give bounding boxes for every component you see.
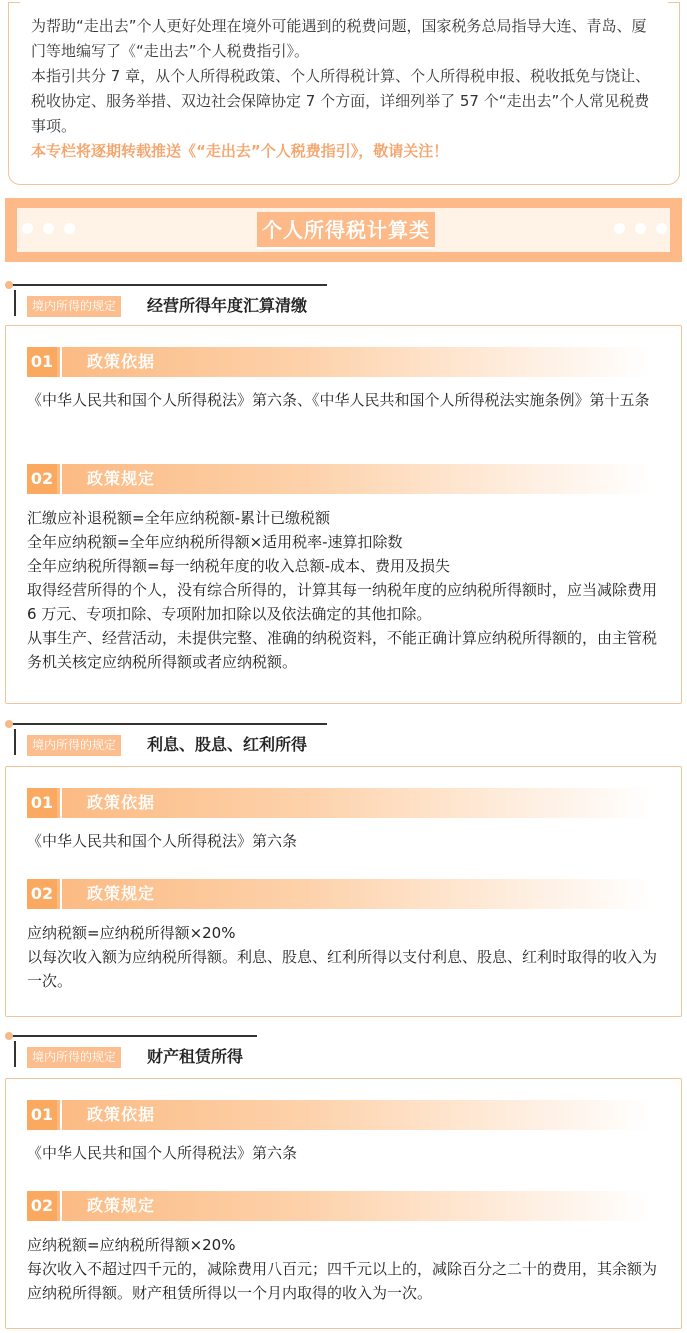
section-tag: 境内所得的规定 [27,296,121,317]
rule-line: 每次收入不超过四千元的，减除费用八百元；四千元以上的，减除百分之二十的费用，其余额为应纳税所得额。财产租赁所得以一个月内取得的收入为一次。 [27,1260,658,1302]
rule-line: 汇缴应补退税额=全年应纳税额-累计已缴税额 [27,509,330,527]
basis-label: 政策依据 [87,1105,156,1124]
rule-line: 以每次收入额为应纳税所得额。利息、股息、红利所得以支付利息、股息、红利时取得的收入为一次。 [27,948,658,990]
basis-text: 《中华人民共和国个人所得税法》第六条、《中华人民共和国个人所得税法实施条例》第十五条 [27,391,650,409]
basis-number: 01 [27,788,57,818]
intro-box [8,2,680,185]
banner-dots-left [22,223,75,234]
intro-notice: 本专栏将逐期转载推送《“走出去”个人税费指引》，敬请关注！ [31,142,449,160]
rule-label: 政策规定 [87,1196,156,1215]
rule-number: 02 [27,879,57,909]
section-title: 利息、股息、红利所得 [147,735,308,754]
rule-bar [27,879,652,909]
basis-number: 01 [27,347,57,377]
basis-text: 《中华人民共和国个人所得税法》第六条 [27,832,298,850]
section-title: 财产租赁所得 [147,1047,244,1066]
rule-line: 应纳税额=应纳税所得额×20% [27,924,236,942]
section-tag: 境内所得的规定 [27,735,121,756]
rule-line: 取得经营所得的个人，没有综合所得的，计算其每一纳税年度的应纳税所得额时，应当减除费用 6 万元、专项扣除、专项附加扣除以及依法确定的其他扣除。 [27,581,658,623]
section-box-business-income [5,325,682,704]
basis-number: 01 [27,1100,57,1130]
rule-number: 02 [27,1191,57,1221]
category-banner [5,198,682,262]
rule-label: 政策规定 [87,469,156,488]
rule-label: 政策规定 [87,884,156,903]
section-header-business-income [5,284,335,326]
basis-text: 《中华人民共和国个人所得税法》第六条 [27,1144,298,1162]
rule-text [27,921,667,993]
section-header-interest-dividend [5,723,335,765]
basis-bar [27,347,652,377]
rule-text [27,506,667,674]
section-title: 经营所得年度汇算清缴 [147,296,308,315]
rule-bar [27,1191,652,1221]
banner-dots-right [614,223,667,234]
section-box-property-lease [5,1078,682,1329]
rule-line: 全年应纳税额=全年应纳税所得额×适用税率-速算扣除数 [27,533,403,551]
rule-text [27,1233,667,1305]
rule-line: 从事生产、经营活动，未提供完整、准确的纳税资料，不能正确计算应纳税所得额的，由主管税务机关核定应纳税所得额或者应纳税额。 [27,629,658,671]
intro-paragraph-2: 本指引共分 7 章，从个人所得税政策、个人所得税计算、个人所得税申报、税收抵免与饶让、税收协定、服务举措、双边社会保障协定 7 个方面，详细列举了 57 个“走出去”个人常见税费事项。 [31,67,651,135]
rule-number: 02 [27,464,57,494]
rule-bar [27,464,652,494]
basis-bar [27,788,652,818]
basis-label: 政策依据 [87,352,156,371]
basis-bar [27,1100,652,1130]
rule-line: 应纳税额=应纳税所得额×20% [27,1236,236,1254]
rule-line: 全年应纳税所得额=每一纳税年度的收入总额-成本、费用及损失 [27,557,450,575]
section-header-property-lease [5,1035,265,1077]
intro-paragraph-1: 为帮助“走出去”个人更好处理在境外可能遇到的税费问题，国家税务总局指导大连、青岛、厦门等地编写了《“走出去”个人税费指引》。 [31,17,647,60]
basis-label: 政策依据 [87,793,156,812]
section-tag: 境内所得的规定 [27,1047,121,1068]
section-box-interest-dividend [5,766,682,1017]
banner-title: 个人所得税计算类 [257,212,435,249]
